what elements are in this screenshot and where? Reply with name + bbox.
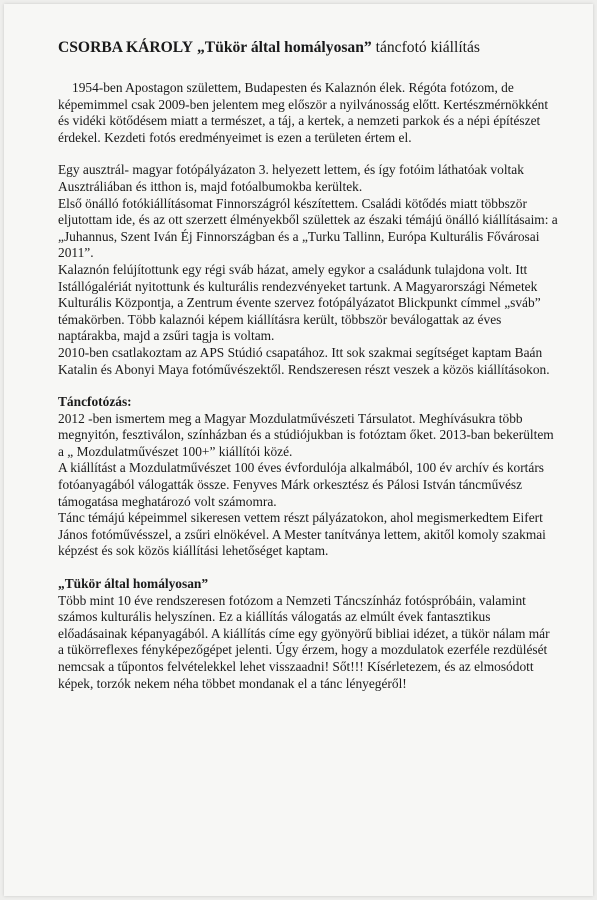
document-body [58,38,558,692]
dance-paragraph: 2012 -ben ismertem meg a Magyar Mozdulatművészeti Társulatot. Meghívásukra több megnyitón, fesztiválon, színházban és a stúdiójukban is fotóztam őket. 2013-ban bekerültem a „ Mozdulatművészet 100+” kiállítói közé. [58,410,554,459]
bio-paragraph: Egy ausztrál- magyar fotópályázaton 3. helyezett lettem, és így fotóim láthatóak voltak Ausztráliában és itthon is, majd fotóalbumokba kerültek. [58,162,524,194]
title-suffix: táncfotó kiállítás [375,39,480,56]
bio-paragraph: 2010-ben csatlakoztam az APS Stúdió csapatához. Itt sok szakmai segítséget kaptam Baán Katalin és Abonyi Maya fotóművészektől. Rendszeresen részt veszek a közös kiállításokon. [58,344,550,377]
mirror-paragraph: Több mint 10 éve rendszeresen fotózom a Nemzeti Táncszínház fotóspróbáin, valamint számos kulturális helyszínen. Ez a kiállítás válogatás az elmúlt évek fantasztikus előadásainak képanyagából. A kiállítás címe egy gyönyörű bibliai idézet, a tükör nálam már a tükörreflexes fényképezőgépet jelenti. Úgy érzem, hogy a mozdulatok ezerféle rezdülését nemcsak a tűpontos felvételekkel lehet visszaadni! Sőt!!! Kísérletezem, és az elmosódott képek, torzók nekem néha többet mondanak el a tánc lényegéről! [58,592,550,691]
mirror-heading: „Tükör által homályosan” [58,576,209,592]
document-title [58,38,558,58]
exhibition-title: „Tükör által homályosan” [196,39,372,56]
bio-paragraph: Kalaznón felújítottunk egy régi sváb házat, amely egykor a családunk tulajdona volt. Itt Istállógalériát nyitottunk és kulturális rendezvényeket tartunk. A Magyarországi Németek Kulturális Központja, a Zentrum évente szervez fotópályázatot Blickpunkt címmel „sváb” témakörben. Több kalaznói képem kiállításra került, többször beválogattak az éves naptárakba, majd a zsűri tagja is voltam. [58,261,541,344]
dance-paragraph: Tánc témájú képeimmel sikeresen vettem részt pályázatokon, ahol megismerkedtem Eifert János fotóművésszel, a zsűri elnökével. A Mester tanítványa lettem, akitől komoly szakmai képzést és sok közös kiállítási lehetőséget kaptam. [58,510,546,559]
document-page [4,4,593,896]
dance-paragraph: A kiállítást a Mozdulatművészet 100 éves évfordulója alkalmából, 100 év archív és kortárs fotóanyagából válogatták össze. Fenyves Márk orkesztész és Pálosi István táncművész támogatása meghatározó volt számomra. [58,460,545,509]
bio-paragraph: Első önálló fotókiállításomat Finnországról készítettem. Családi kötődés miatt többször eljutottam ide, és az ott szerzett élményekből születtek az északi témájú önálló kiállításaim: a „Juhannus, Szent Iván Éj Finnországban és a „Turku Tallinn, Európa Kulturális Fővárosai 2011”. [58,195,558,261]
intro-paragraph: 1954-ben Apostagon születtem, Budapesten és Kalaznón élek. Régóta fotózom, de képemimmel csak 2009-ben jelentem meg először a nyilvánosság előtt. Kertészmérnökként és vidéki kötődésem miatt a természet, a táj, a kertek, a nemzeti parkok és a népi építészet érdekel. Kezdeti fotós eredményeimet is ezen a területen értem el. [58,80,549,145]
dance-heading: Táncfotózás: [58,394,132,410]
author-name: CSORBA KÁROLY [58,39,194,56]
